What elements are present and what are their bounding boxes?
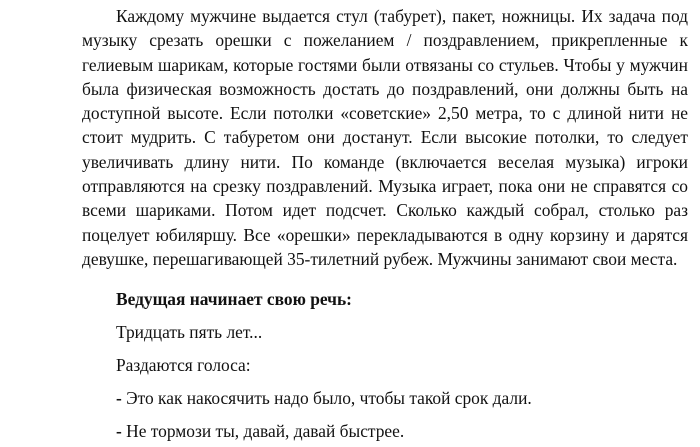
dialogue-line-1 bbox=[116, 386, 532, 410]
narration-line: Раздаются голоса: bbox=[116, 355, 251, 375]
dialogue-dash: - bbox=[116, 421, 122, 441]
section-heading: Ведущая начинает свою речь: bbox=[116, 289, 352, 309]
dialogue-line-2 bbox=[116, 419, 404, 443]
dialogue-text: Это как накосячить надо было, чтобы такой срок дали. bbox=[121, 388, 532, 408]
game-description-paragraph: Каждому мужчине выдается стул (табурет), пакет, ножницы. Их задача под музыку срезать орешки с пожеланием / поздравлением, прикрепленные к гелиевым шарикам, которые гостями были отвязаны со стульев. Чтобы у мужчин была физическая возможность достать до поздравлений, они должны быть на доступной высоте. Если потолки «советские» 2,50 метра, то с длиной нити не стоит мудрить. С табуретом они достанут. Если высокие потолки, то следует увеличивать длину нити. По команде (включается веселая музыка) игроки отправляются на срезку поздравлений. Музыка играет, пока они не справятся со всеми шариками. Потом идет подсчет. Сколько каждый собрал, столько раз поцелует юбиляршу. Все «орешки» перекладываются в одну корзину и дарятся девушке, перешагивающей 35-тилетний рубеж. Мужчины занимают свои места. bbox=[82, 6, 688, 269]
dialogue-text: Не тормози ты, давай, давай быстрее. bbox=[121, 421, 405, 441]
speech-line: Тридцать пять лет... bbox=[116, 322, 263, 342]
dialogue-dash: - bbox=[116, 388, 122, 408]
